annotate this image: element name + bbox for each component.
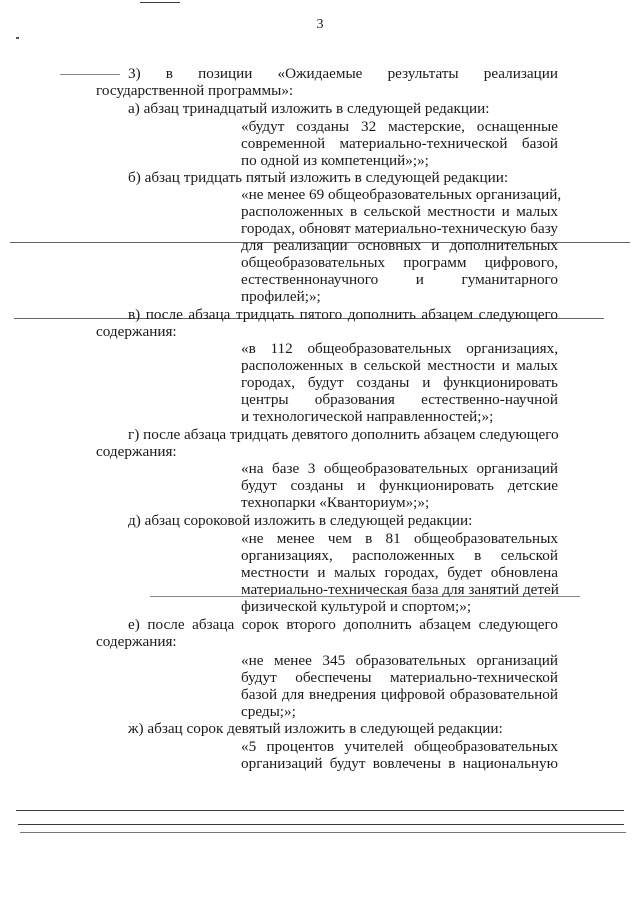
scan-line [20, 832, 626, 833]
text-line: «на базе 3 общеобразовательных организаций [241, 460, 558, 477]
text-line: будут созданы и функционировать детские [241, 477, 558, 494]
text-line: организаций будут вовлечены в национальную [241, 755, 558, 772]
text-line: современной материально-технической базой [241, 135, 558, 152]
text-line: городах, обновят материально-техническую базу [241, 220, 558, 237]
scan-line [60, 74, 120, 75]
text-line: общеобразовательных программ цифрового, [241, 254, 558, 271]
text-line: содержания: [96, 633, 177, 650]
text-line: расположенных в сельской местности и малых [241, 203, 558, 220]
text-line: б) абзац тридцать пятый изложить в следующей редакции: [128, 169, 509, 186]
text-line: «5 процентов учителей общеобразовательных [241, 738, 558, 755]
text-line: центры образования естественно-научной [241, 391, 558, 408]
text-line: базой для внедрения цифровой образовательной [241, 686, 558, 703]
page-number: 3 [316, 17, 324, 32]
text-line: естественнонаучного и гуманитарного [241, 271, 558, 288]
text-line: в) после абзаца тридцать пятого дополнить абзацем следующего [128, 306, 558, 323]
text-line: г) после абзаца тридцать девятого дополнить абзацем следующего [128, 426, 559, 443]
text-line: физической культурой и спортом;»; [241, 598, 472, 615]
scan-line [16, 810, 624, 811]
text-line: «не менее 345 образовательных организаций [241, 652, 558, 669]
text-line: 3) в позиции «Ожидаемые результаты реализации [128, 65, 558, 82]
text-line: технопарки «Кванториум»;»; [241, 494, 430, 511]
text-line: городах, будут созданы и функционировать [241, 374, 558, 391]
text-line: по одной из компетенций»;»; [241, 152, 429, 169]
text-line: государственной программы»: [96, 82, 294, 99]
text-line: будут обеспечены материально-технической [241, 669, 558, 686]
text-line: «не менее 69 общеобразовательных организаций, [241, 186, 562, 203]
text-line: ж) абзац сорок девятый изложить в следующей редакции: [128, 720, 503, 737]
text-line: «в 112 общеобразовательных организациях, [241, 340, 558, 357]
text-line: расположенных в сельской местности и малых [241, 357, 558, 374]
text-line: для реализации основных и дополнительных [241, 237, 558, 254]
text-line: а) абзац тринадцатый изложить в следующей редакции: [128, 100, 490, 117]
text-line: д) абзац сороковой изложить в следующей редакции: [128, 512, 473, 529]
scan-line [140, 2, 180, 3]
text-line: содержания: [96, 443, 177, 460]
text-line: местности и малых городах, будет обновлена [241, 564, 558, 581]
text-line: профилей;»; [241, 288, 321, 305]
text-line: организациях, расположенных в сельской [241, 547, 558, 564]
text-line: среды;»; [241, 703, 296, 720]
text-line: «будут созданы 32 мастерские, оснащенные [241, 118, 558, 135]
text-line: е) после абзаца сорок второго дополнить абзацем следующего [128, 616, 558, 633]
text-line: и технологической направленностей;»; [241, 408, 494, 425]
scan-line [18, 824, 624, 825]
text-line: «не менее чем в 81 общеобразовательных [241, 530, 558, 547]
text-line: материально-техническая база для занятий детей [241, 581, 559, 598]
scan-speck [16, 37, 19, 39]
text-line: содержания: [96, 323, 177, 340]
